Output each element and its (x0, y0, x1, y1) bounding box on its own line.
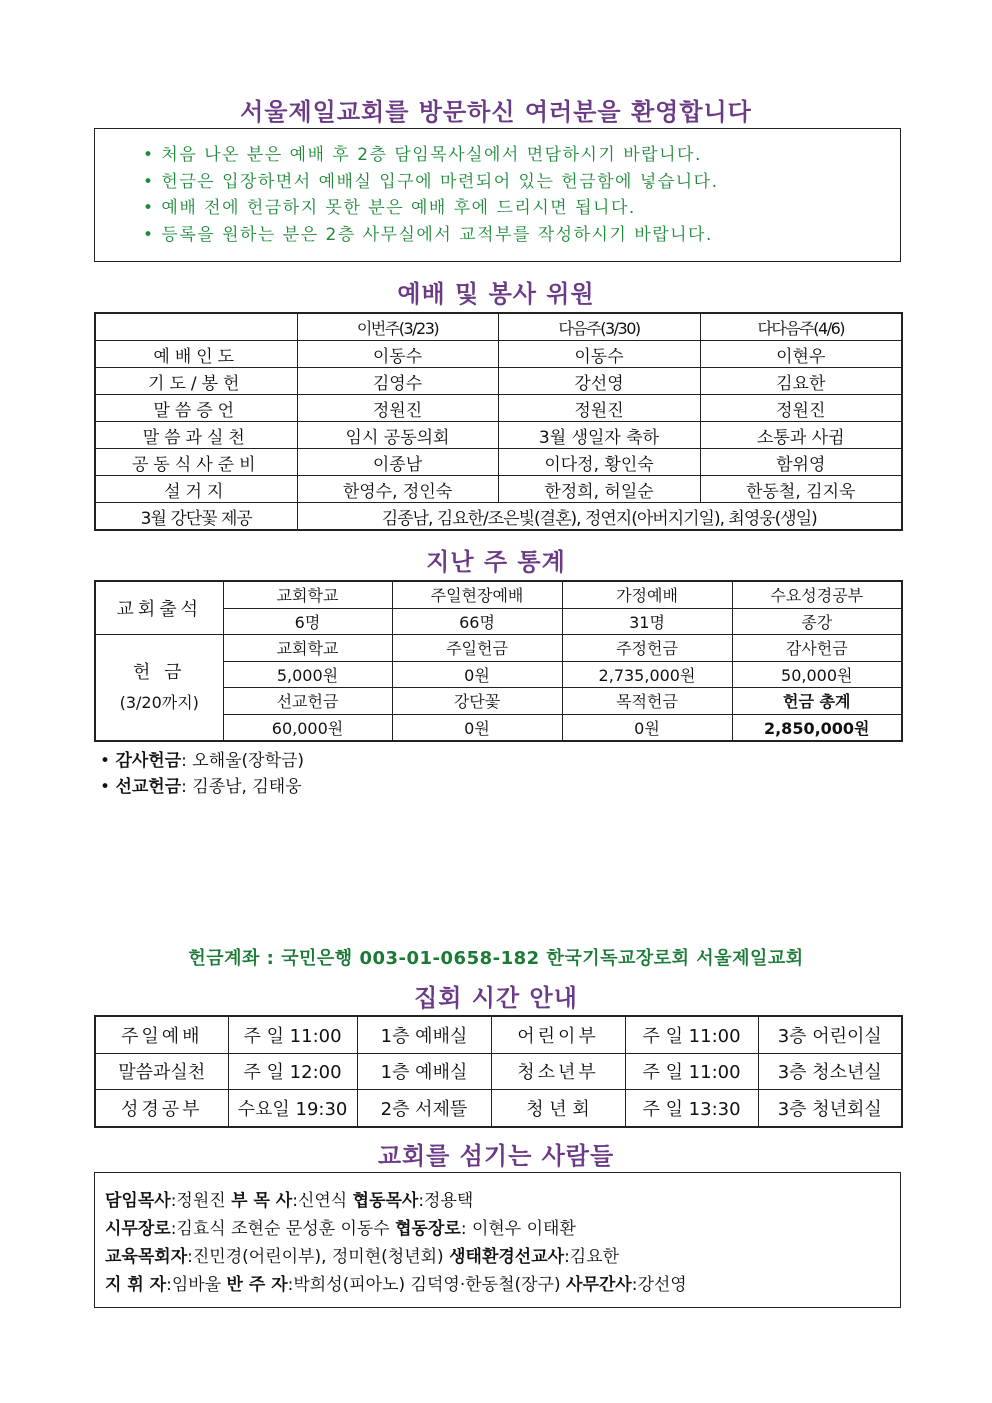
table-cell: 주 일 11:00 (228, 1016, 357, 1053)
staff-line (105, 1271, 900, 1299)
staff-role: 부 목 사 (231, 1191, 293, 1211)
table-cell: 5,000원 (223, 661, 392, 688)
header-cell: 다음주(3/30) (498, 313, 700, 341)
table-cell: 수요일 19:30 (228, 1090, 357, 1127)
table-cell: 1층 예배실 (357, 1053, 491, 1090)
staff-names: :신연식 (292, 1191, 353, 1211)
table-cell: 0원 (392, 714, 562, 741)
table-cell: 주일현장예배 (392, 581, 562, 608)
staff-role: 협동목사 (352, 1191, 419, 1211)
staff-line (105, 1243, 900, 1271)
table-row (95, 368, 902, 395)
table-cell: 3층 청소년실 (758, 1053, 902, 1090)
table-cell: 어린이부 (491, 1016, 625, 1053)
table-cell: 청소년부 (491, 1053, 625, 1090)
table-cell: 교회학교 (223, 635, 392, 662)
staff-names: :김요한 (564, 1247, 620, 1267)
welcome-list (143, 142, 900, 248)
total-label: 헌금 총계 (732, 688, 902, 715)
table-cell: 정원진 (498, 395, 700, 422)
table-cell: 임시 공동의회 (297, 422, 498, 449)
staff-role: 교육목회자 (105, 1247, 188, 1267)
header-cell: 이번주(3/23) (297, 313, 498, 341)
table-row (95, 476, 902, 503)
role-cell: 말씀과실천 (95, 422, 297, 449)
table-cell: 선교헌금 (223, 688, 392, 715)
table-cell: 66명 (392, 608, 562, 635)
staff-line (105, 1187, 900, 1215)
welcome-item: • 예배 전에 헌금하지 못한 분은 예배 후에 드리시면 됩니다. (143, 198, 636, 218)
table-cell: 정원진 (297, 395, 498, 422)
offering-account: 헌금계좌 : 국민은행 003-01-0658-182 한국기독교장로회 서울제일교회 (188, 948, 804, 969)
attendance-label: 교회출석 (95, 581, 223, 635)
table-cell: 한영수, 정인숙 (297, 476, 498, 503)
table-cell: 이현우 (700, 341, 902, 368)
offering-label-cell (95, 635, 223, 742)
staff-role: 생태환경선교사 (449, 1247, 565, 1267)
staff-names: :박희성(피아노) 김덕영·한동철(장구) (287, 1275, 567, 1295)
table-cell: 소통과 사귐 (700, 422, 902, 449)
table-row (95, 395, 902, 422)
table-cell: 2,735,000원 (562, 661, 732, 688)
welcome-box (94, 128, 901, 262)
table-row (95, 1016, 902, 1053)
table-cell: 함위영 (700, 449, 902, 476)
flower-label: 3월 강단꽃 제공 (95, 503, 297, 531)
welcome-item: • 등록을 원하는 분은 2층 사무실에서 교적부를 작성하시기 바랍니다. (143, 224, 713, 245)
staff-role: 협동장로 (395, 1219, 461, 1239)
table-cell: 3층 어린이실 (758, 1016, 902, 1053)
service-title: 예배 및 봉사 위원 (397, 280, 595, 308)
table-cell: 2층 서제뜰 (357, 1090, 491, 1127)
staff-names: :정원진 (170, 1191, 232, 1211)
staff-names: :정용택 (418, 1191, 474, 1211)
staff-line (105, 1215, 900, 1243)
table-cell: 김영수 (297, 368, 498, 395)
table-cell: 한정희, 허일순 (498, 476, 700, 503)
table-cell: 1층 예배실 (357, 1016, 491, 1053)
mission-label: 선교헌금 (115, 777, 182, 797)
offering-label: 헌 금 (133, 661, 186, 683)
staff-names: :강선영 (631, 1275, 687, 1295)
table-row (95, 449, 902, 476)
table-cell: 정원진 (700, 395, 902, 422)
flower-value: 김종남, 김요한/조은빛(결혼), 정연지(아버지기일), 최영웅(생일) (297, 503, 902, 531)
table-cell: 주일예배 (95, 1016, 228, 1053)
table-cell: 이동수 (297, 341, 498, 368)
welcome-item: • 처음 나온 분은 예배 후 2층 담임목사실에서 면담하시기 바랍니다. (143, 145, 702, 165)
table-row (95, 422, 902, 449)
service-table (94, 312, 903, 531)
table-cell: 한동철, 김지욱 (700, 476, 902, 503)
table-cell: 교회학교 (223, 581, 392, 608)
staff-title: 교회를 섬기는 사람들 (377, 1142, 615, 1170)
table-cell: 주 일 11:00 (625, 1053, 758, 1090)
meetings-table (94, 1015, 903, 1128)
table-row (95, 635, 902, 662)
table-cell: 가정예배 (562, 581, 732, 608)
table-cell: 이종남 (297, 449, 498, 476)
role-cell: 말씀증언 (95, 395, 297, 422)
role-cell: 기도/봉헌 (95, 368, 297, 395)
stats-table (94, 580, 903, 742)
table-cell: 6명 (223, 608, 392, 635)
staff-role: 반 주 자 (226, 1275, 288, 1295)
staff-names: :임바울 (166, 1275, 227, 1295)
table-cell: 성경공부 (95, 1090, 228, 1127)
table-cell: 김요한 (700, 368, 902, 395)
table-cell: 3월 생일자 축하 (498, 422, 700, 449)
offering-period: (3/20까지) (119, 692, 199, 712)
table-row (95, 503, 902, 531)
offering-notes (100, 748, 304, 800)
welcome-item: • 헌금은 입장하면서 예배실 입구에 마련되어 있는 헌금함에 넣습니다. (143, 171, 719, 192)
total-value: 2,850,000원 (732, 714, 902, 741)
mission-value: : 김종남, 김태웅 (181, 777, 302, 797)
header-cell (95, 313, 297, 341)
table-row (95, 341, 902, 368)
staff-role: 사무간사 (566, 1275, 632, 1295)
table-cell: 0원 (562, 714, 732, 741)
staff-role: 지 휘 자 (105, 1275, 167, 1295)
table-cell: 주 일 12:00 (228, 1053, 357, 1090)
table-cell: 주정헌금 (562, 635, 732, 662)
table-cell: 31명 (562, 608, 732, 635)
staff-names: :진민경(어린이부), 정미현(청년회) (187, 1247, 450, 1267)
table-cell: 말씀과실천 (95, 1053, 228, 1090)
role-cell: 예배인도 (95, 341, 297, 368)
staff-names: :김효식 조현순 문성훈 이동수 (170, 1219, 396, 1239)
table-cell: 강단꽃 (392, 688, 562, 715)
staff-role: 담임목사 (105, 1191, 171, 1211)
table-cell: 주 일 13:30 (625, 1090, 758, 1127)
table-cell: 목적헌금 (562, 688, 732, 715)
table-header-row (95, 313, 902, 341)
meetings-title: 집회 시간 안내 (414, 984, 578, 1012)
table-row (95, 1090, 902, 1127)
staff-role: 시무장로 (105, 1219, 171, 1239)
table-cell: 주일헌금 (392, 635, 562, 662)
mission-note: • 선교헌금: 김종남, 김태웅 (100, 777, 302, 797)
table-cell: 청 년 회 (491, 1090, 625, 1127)
stats-title: 지난 주 통계 (426, 548, 566, 576)
role-cell: 설거지 (95, 476, 297, 503)
staff-names: : 이현우 이태환 (460, 1219, 576, 1239)
table-cell: 감사헌금 (732, 635, 902, 662)
table-row (95, 1053, 902, 1090)
table-cell: 60,000원 (223, 714, 392, 741)
table-cell: 3층 청년회실 (758, 1090, 902, 1127)
role-cell: 공동식사준비 (95, 449, 297, 476)
thanks-value: : 오해울(장학금) (181, 751, 305, 771)
table-row (95, 581, 902, 608)
table-cell: 종강 (732, 608, 902, 635)
header-cell: 다다음주(4/6) (700, 313, 902, 341)
thanks-label: 감사헌금 (115, 751, 182, 771)
table-cell: 강선영 (498, 368, 700, 395)
table-cell: 이동수 (498, 341, 700, 368)
table-cell: 0원 (392, 661, 562, 688)
table-cell: 수요성경공부 (732, 581, 902, 608)
table-cell: 50,000원 (732, 661, 902, 688)
welcome-title: 서울제일교회를 방문하신 여러분을 환영합니다 (240, 98, 752, 126)
table-cell: 주 일 11:00 (625, 1016, 758, 1053)
table-cell: 이다정, 황인숙 (498, 449, 700, 476)
staff-box (94, 1172, 901, 1308)
thanks-note: • 감사헌금: 오해울(장학금) (100, 751, 305, 771)
